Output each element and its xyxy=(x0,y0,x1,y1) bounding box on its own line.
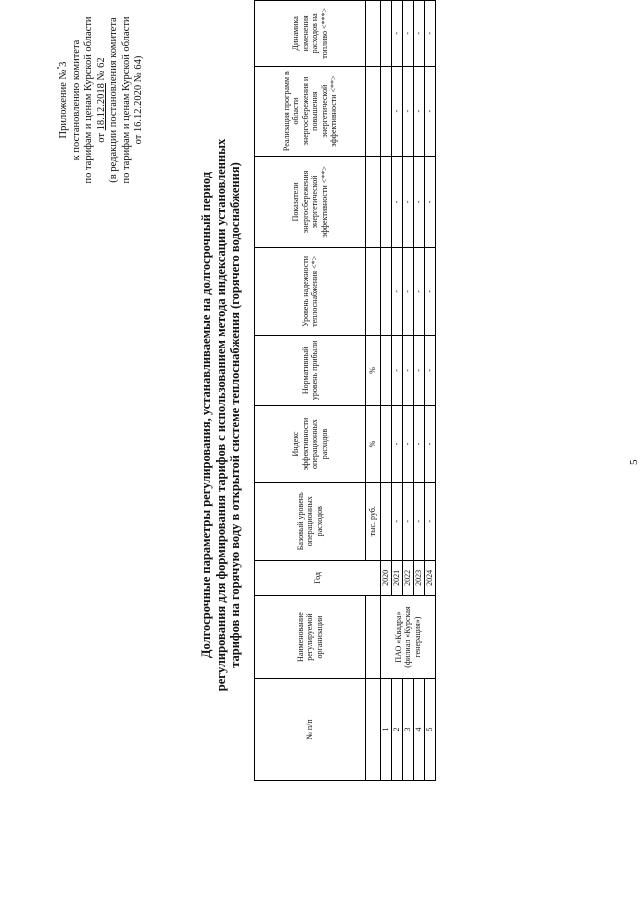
cell-programs xyxy=(381,66,392,156)
cell-efficiency-index: - xyxy=(425,406,436,483)
appendix-line: к постановлению комитета xyxy=(70,39,82,161)
cell-fuel-dynamics: - xyxy=(425,1,436,67)
appendix-line xyxy=(96,0,109,200)
title-line: тарифов на горячую воду в открытой системе теплоснабжения (горячего водоснабжения) xyxy=(228,162,242,668)
cell-efficiency-index: - xyxy=(403,406,414,483)
row-num: 1 xyxy=(381,679,392,781)
header-year: Год xyxy=(255,560,381,595)
cell-profit-level: - xyxy=(392,335,403,406)
cell-energy-indicators: - xyxy=(403,156,414,248)
appendix-line: по тарифам и ценам Курской области xyxy=(120,16,132,184)
units-cell xyxy=(366,248,381,335)
row-year: 2022 xyxy=(403,560,414,595)
header-organization: Наименование регулируемой организации xyxy=(255,596,366,679)
cell-efficiency-index xyxy=(381,406,392,483)
page-number: 5 xyxy=(628,459,640,465)
cell-profit-level: - xyxy=(403,335,414,406)
table-row xyxy=(381,1,392,781)
cell-fuel-dynamics: - xyxy=(392,1,403,67)
cell-efficiency-index: - xyxy=(414,406,425,483)
document-title xyxy=(199,85,243,745)
header-row xyxy=(255,1,366,781)
appendix-line: Приложение № 3 xyxy=(58,61,69,139)
title-line: Долгосрочные параметры регулирования, устанавливаемые на долгосрочный период xyxy=(199,171,213,659)
organization-name: ПАО «Квадра» (филиал «Курская генерация») xyxy=(381,596,436,679)
appendix-date: 18.12.2018 xyxy=(95,83,107,131)
units-cell xyxy=(366,156,381,248)
header-reliability: Уровень надежности теплоснабжения <*> xyxy=(255,248,366,335)
units-cell xyxy=(366,679,381,781)
appendix-number: № 62 xyxy=(95,57,107,84)
row-num: 4 xyxy=(414,679,425,781)
parameters-table xyxy=(254,0,436,781)
appendix-line: от 16.12.2020 № 64) xyxy=(133,55,144,145)
cell-efficiency-index: - xyxy=(392,406,403,483)
cell-base-costs: - xyxy=(392,482,403,560)
cell-base-costs: - xyxy=(414,482,425,560)
cell-reliability: - xyxy=(403,248,414,335)
appendix-line: по тарифам и ценам Курской области xyxy=(83,16,94,184)
row-num: 3 xyxy=(403,679,414,781)
cell-programs: - xyxy=(425,66,436,156)
units-cell xyxy=(366,66,381,156)
cell-energy-indicators: - xyxy=(392,156,403,248)
appendix-date-prefix: от xyxy=(95,130,107,143)
row-year: 2021 xyxy=(392,560,403,595)
cell-base-costs: - xyxy=(425,482,436,560)
cell-reliability: - xyxy=(425,248,436,335)
header-base-costs: Базовый уровень операционных расходов xyxy=(255,482,366,560)
units-cell xyxy=(366,596,381,679)
cell-reliability: - xyxy=(414,248,425,335)
cell-energy-indicators xyxy=(381,156,392,248)
row-num: 5 xyxy=(425,679,436,781)
cell-base-costs: - xyxy=(403,482,414,560)
cell-profit-level: - xyxy=(425,335,436,406)
cell-reliability: - xyxy=(392,248,403,335)
cell-profit-level: - xyxy=(414,335,425,406)
header-energy-indicators: Показатели энергосбережения энергетической эффективности <**> xyxy=(255,156,366,248)
appendix-line: (в редакции постановления комитета xyxy=(108,17,119,183)
cell-fuel-dynamics xyxy=(381,1,392,67)
unit-efficiency-index: % xyxy=(366,406,381,483)
title-line: регулирования для формирования тарифов с использованием метода индексации установленных xyxy=(213,138,228,692)
cell-profit-level xyxy=(381,335,392,406)
header-profit-level: Нормативный уровень прибыли xyxy=(255,335,366,406)
row-num: 2 xyxy=(392,679,403,781)
cell-base-costs xyxy=(381,482,392,560)
cell-fuel-dynamics: - xyxy=(403,1,414,67)
row-year: 2020 xyxy=(381,560,392,595)
appendix-block xyxy=(58,0,146,200)
cell-programs: - xyxy=(403,66,414,156)
header-efficiency-index: Индекс эффективности операционных расходов xyxy=(255,406,366,483)
cell-programs: - xyxy=(414,66,425,156)
unit-profit-level: % xyxy=(366,335,381,406)
units-cell xyxy=(366,1,381,67)
header-fuel-dynamics: Динамика изменения расходов на топливо <***> xyxy=(255,1,366,67)
header-num: № п/п xyxy=(255,679,366,781)
row-year: 2024 xyxy=(425,560,436,595)
cell-reliability xyxy=(381,248,392,335)
cell-energy-indicators: - xyxy=(425,156,436,248)
header-programs: Реализация программ в области энергосбережения и повышения энергетической эффективности <**> xyxy=(255,66,366,156)
cell-energy-indicators: - xyxy=(414,156,425,248)
cell-programs: - xyxy=(392,66,403,156)
cell-fuel-dynamics: - xyxy=(414,1,425,67)
row-year: 2023 xyxy=(414,560,425,595)
units-row xyxy=(366,1,381,781)
unit-base-costs: тыс. руб. xyxy=(366,482,381,560)
